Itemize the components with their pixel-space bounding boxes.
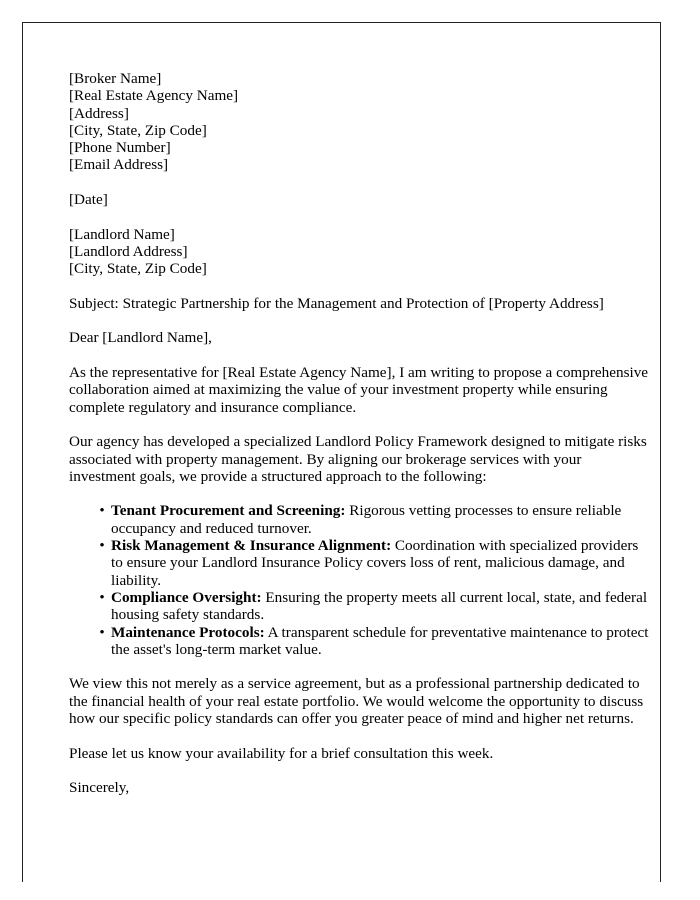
- benefits-list: [69, 502, 651, 658]
- sender-line-phone: [Phone Number]: [69, 139, 171, 157]
- spacer-after-date: [69, 208, 651, 225]
- sender-line-address: [Address]: [69, 104, 129, 122]
- date-block: [69, 191, 651, 208]
- spacer-after-intro: [69, 416, 651, 433]
- spacer-after-subject: [69, 312, 651, 329]
- paragraph-availability: Please let us know your availability for a brief consultation this week.: [69, 744, 494, 762]
- spacer-after-sender: [69, 174, 651, 191]
- list-item-text: Coordination with specialized providers to ensure your Landlord Insurance Policy covers loss of rent, malicious damage, and liability.: [111, 537, 639, 589]
- list-item: [99, 502, 651, 537]
- list-item-lead: Risk Management & Insurance Alignment:: [111, 537, 392, 555]
- recipient-line-landlord-address: [Landlord Address]: [69, 242, 188, 260]
- sender-address-block: [69, 70, 651, 174]
- recipient-line-landlord-name: [Landlord Name]: [69, 225, 175, 243]
- salutation: Dear [Landlord Name],: [69, 329, 212, 347]
- sender-line-city-state-zip: [City, State, Zip Code]: [69, 121, 207, 139]
- list-item-text: Ensuring the property meets all current local, state, and federal housing safety standards.: [111, 588, 648, 624]
- paragraph-intro: As the representative for [Real Estate Agency Name], I am writing to propose a comprehensive collaboration aimed at maximizing the value of your investment property while ensuring complete regulatory and insurance compliance.: [69, 364, 649, 416]
- sender-line-email: [Email Address]: [69, 156, 169, 174]
- list-item-text: Rigorous vetting processes to ensure reliable occupancy and reduced turnover.: [111, 502, 622, 537]
- list-item-text: A transparent schedule for preventative maintenance to protect the asset's long-term market value.: [111, 623, 649, 658]
- sender-line-agency-name: [Real Estate Agency Name]: [69, 87, 239, 105]
- subject-line: Subject: Strategic Partnership for the Management and Protection of [Property Address]: [69, 294, 604, 312]
- recipient-address-block: [69, 226, 651, 278]
- spacer-before-signoff: [69, 762, 651, 779]
- letter-body: [69, 70, 651, 796]
- date-line: [Date]: [69, 191, 108, 209]
- list-item-lead: Tenant Procurement and Screening:: [111, 502, 346, 520]
- list-item: [99, 623, 651, 659]
- paragraph-framework: Our agency has developed a specialized Landlord Policy Framework designed to mitigate risks associated with property management. By aligning our brokerage services with your investment goals, we provide a structured approach to the following:: [69, 433, 647, 485]
- paragraph-partnership: We view this not merely as a service agreement, but as a professional partnership dedicated to the financial health of your real estate portfolio. We would welcome the opportunity to discuss how our specific policy standards can offer you greater peace of mind and higher net returns.: [69, 675, 644, 727]
- page-frame: [22, 22, 661, 882]
- bullet-icon: •: [99, 588, 105, 606]
- signoff: Sincerely,: [69, 779, 130, 797]
- list-item-lead: Compliance Oversight:: [111, 588, 262, 606]
- spacer-after-list: [69, 658, 651, 675]
- bullet-icon: •: [99, 537, 105, 555]
- recipient-line-city-state-zip: [City, State, Zip Code]: [69, 260, 207, 278]
- spacer-after-partnership: [69, 727, 651, 744]
- list-item: [99, 588, 651, 624]
- spacer-before-list: [69, 485, 651, 502]
- spacer-after-salutation: [69, 347, 651, 364]
- list-item: [99, 537, 651, 589]
- spacer-after-recipient: [69, 278, 651, 295]
- list-item-lead: Maintenance Protocols:: [111, 623, 265, 641]
- bullet-icon: •: [99, 502, 105, 520]
- sender-line-broker-name: [Broker Name]: [69, 70, 162, 87]
- bullet-icon: •: [99, 623, 105, 641]
